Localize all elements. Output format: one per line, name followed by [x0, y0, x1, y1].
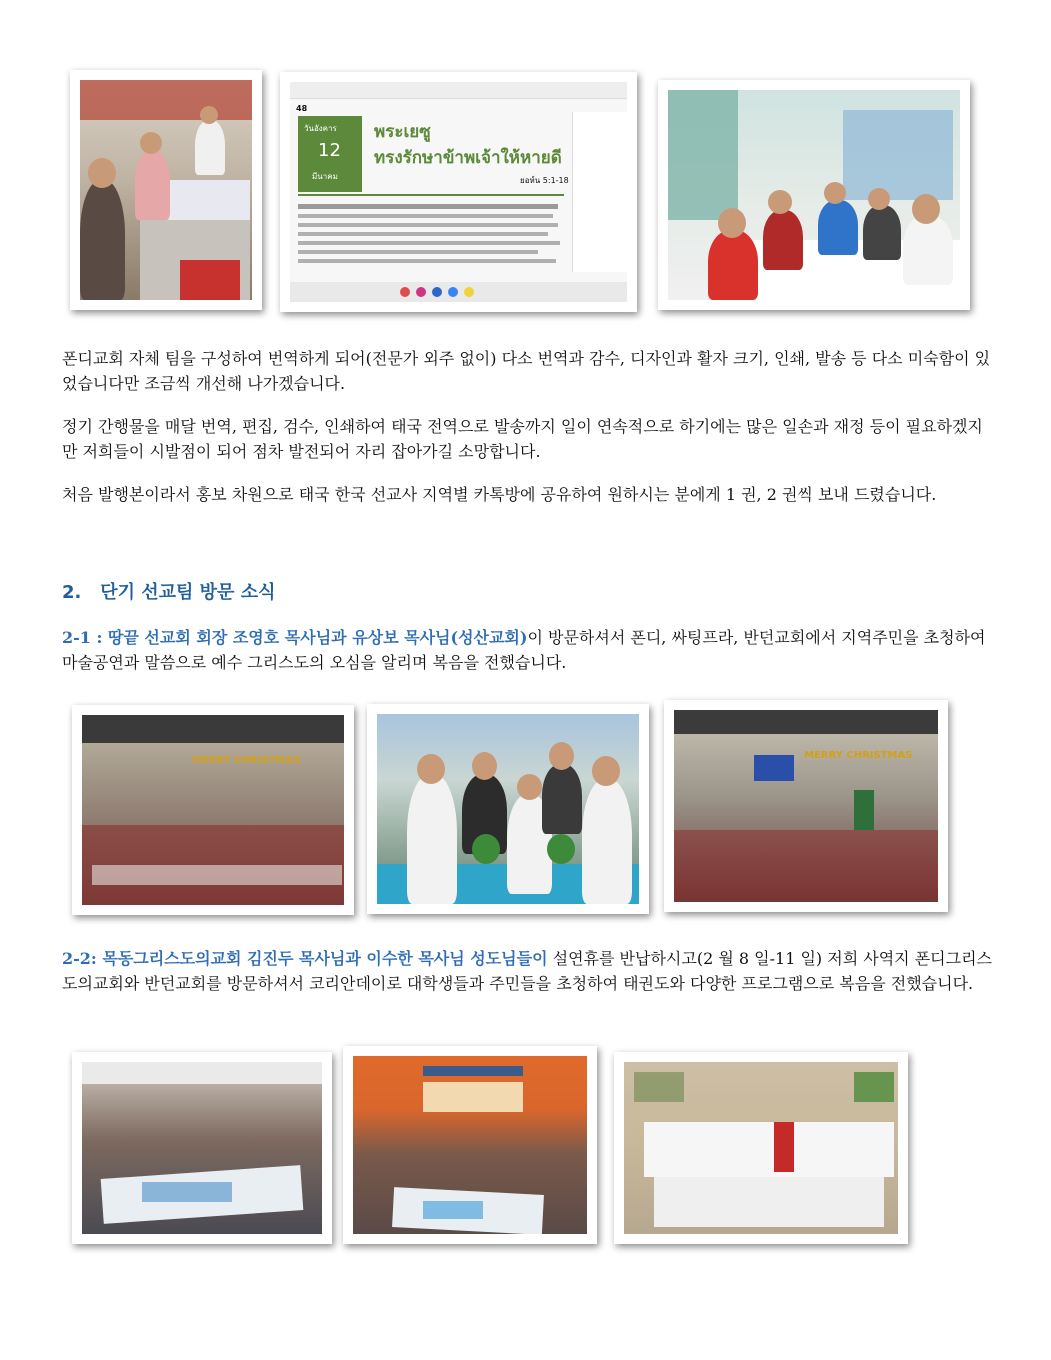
- paragraph-first-edition: 처음 발행본이라서 홍보 차원으로 태국 한국 선교사 지역별 카톡방에 공유하여 원하시는 분에게 1 권, 2 권씩 보내 드렸습니다.: [62, 485, 937, 504]
- tablet-title-line2: ทรงรักษาข้าพเจ้าให้หายดี: [374, 148, 562, 168]
- photo-christmas-service-2: [664, 700, 948, 912]
- tablet-verse: ยอห์น 5:1-18: [520, 176, 569, 185]
- item-2-2-highlight: 2-2: 목동그리스도의교회 김진두 목사님과 이수한 목사님 성도님들이: [62, 949, 548, 968]
- item-2-2-text: 설연휴를 반납하시고(2 월 8 일-11 일) 저희 사역지 폰디그리스도의교회와 반던교회를 방문하셔서 코리안데이로 대학생들과 주민들을 초청하여 태권도와 다양한 프로그램으로 복음을 전했습니다.: [62, 949, 992, 993]
- tablet-title-line1: พระเยซู: [374, 122, 431, 142]
- section-title: 단기 선교팀 방문 소식: [100, 582, 276, 603]
- item-2-2: [62, 946, 1002, 996]
- paragraph-periodical-hope: 정기 간행물을 매달 번역, 편집, 검수, 인쇄하여 태국 전역으로 발송까지 일이 연속적으로 하기에는 많은 일손과 재정 등이 필요하겠지만 저희들이 시발점이 되어 점차 발전되어 자리 잡아가길 소망합니다.: [62, 417, 983, 461]
- photo-tablet-devotional: [280, 72, 637, 312]
- tablet-date-number: 12: [318, 140, 341, 161]
- tablet-date-box: [298, 116, 362, 192]
- photo-korean-day-indoor: [72, 1052, 332, 1244]
- tablet-day: วันอังคาร: [304, 124, 337, 133]
- item-2-1: [62, 625, 1002, 675]
- christmas-banner-2: MERRY CHRISTMAS: [804, 750, 913, 761]
- tablet-page-number: 48: [296, 104, 308, 113]
- item-2-1-highlight: 2-1 : 땅끝 선교회 회장 조영호 목사님과 유상보 목사님(성산교회): [62, 628, 528, 647]
- photo-baptism-group: [367, 704, 649, 914]
- item-2-1-text: 이 방문하셔서 폰디, 싸팅프라, 반던교회에서 지역주민을 초청하여 마술공연과 말씀으로 예수 그리스도의 오심을 알리며 복음을 전했습니다.: [62, 628, 986, 672]
- section-number: 2.: [62, 582, 82, 603]
- tablet-month: มีนาคม: [312, 172, 338, 181]
- christmas-banner-1: MERRY CHRISTMAS: [192, 755, 301, 766]
- photo-shop-workers: [70, 70, 262, 310]
- paragraph-translation-team: 폰디교회 자체 팀을 구성하여 번역하게 되어(전문가 외주 없이) 다소 번역과 감수, 디자인과 활자 크기, 인쇄, 발송 등 다소 미숙함이 있었습니다만 조금씩 개선해 나가겠습니다.: [62, 349, 991, 393]
- photo-taekwondo-group: [614, 1052, 908, 1244]
- section-heading: [62, 578, 275, 604]
- photo-christmas-service-1: [72, 705, 354, 915]
- photo-office-meeting: [658, 80, 970, 310]
- photo-korean-day-outdoor: [343, 1046, 597, 1244]
